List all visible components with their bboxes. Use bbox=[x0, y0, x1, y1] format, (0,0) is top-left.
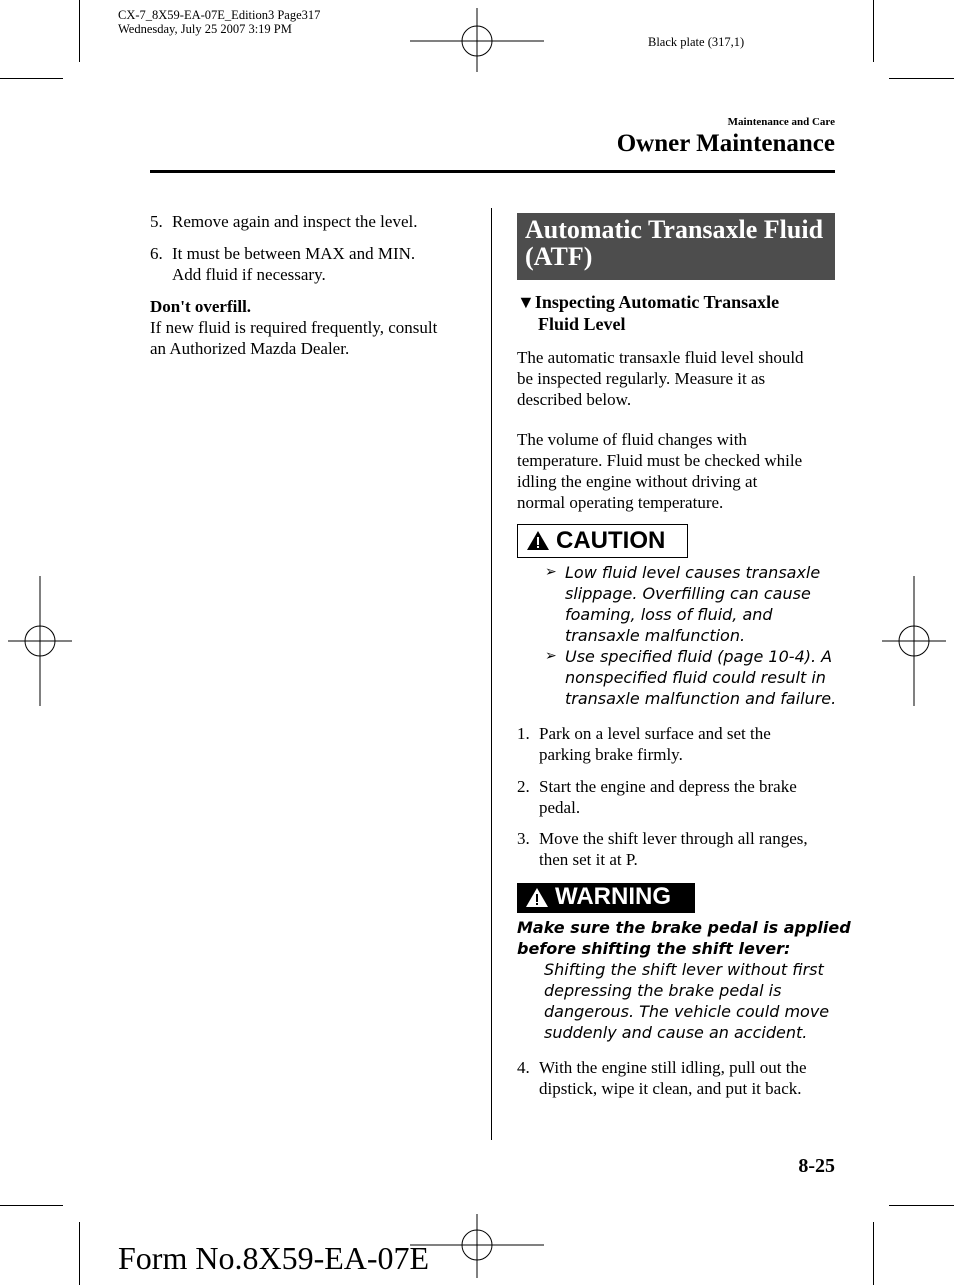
bullet-arrow-icon: ➢ bbox=[545, 564, 557, 580]
paragraph: The volume of fluid changes with temperature. Fluid must be checked while idling the engine without driving at normal operating temperature. bbox=[517, 430, 803, 512]
note-text: If new fluid is required frequently, consult an Authorized Mazda Dealer. bbox=[150, 318, 438, 358]
column-divider bbox=[491, 208, 492, 1140]
caution-label: CAUTION bbox=[556, 527, 666, 554]
list-item: ➢ Low fluid level causes transaxle slippage. Overfilling can cause foaming, loss of fluid, and transaxle malfunction. bbox=[545, 563, 821, 645]
caution-badge bbox=[517, 524, 688, 558]
subheading: ▼Inspecting Automatic Transaxle Fluid Level bbox=[517, 292, 780, 334]
section-heading-box: Automatic Transaxle Fluid (ATF) bbox=[517, 213, 835, 280]
form-number: Form No.8X59-EA-07E bbox=[118, 1240, 430, 1276]
warning-text: Shifting the shift lever without first depressing the brake pedal is dangerous. The vehicle could move suddenly and cause an accident. bbox=[544, 960, 830, 1042]
print-file-line: CX-7_8X59-EA-07E_Edition3 Page317 bbox=[118, 8, 321, 22]
list-item: ➢ Use specified fluid (page 10-4). A nonspecified fluid could result in transaxle malfunction and failure. bbox=[545, 647, 837, 708]
header-rule bbox=[150, 170, 835, 173]
registration-mark-top bbox=[410, 8, 544, 72]
triangle-down-icon: ▼ bbox=[517, 292, 535, 312]
print-file-info bbox=[118, 8, 320, 36]
bullet-arrow-icon: ➢ bbox=[545, 648, 557, 664]
print-date-line: Wednesday, July 25 2007 3:19 PM bbox=[118, 22, 292, 36]
registration-mark-right bbox=[882, 576, 946, 706]
warning-label: WARNING bbox=[555, 883, 671, 910]
caution-list bbox=[545, 562, 836, 709]
warning-triangle-icon bbox=[525, 887, 549, 908]
registration-mark-left bbox=[8, 576, 72, 706]
page-title: Owner Maintenance bbox=[616, 130, 835, 157]
paragraph: The automatic transaxle fluid level should be inspected regularly. Measure it as described below. bbox=[517, 348, 804, 409]
section-label: Maintenance and Care bbox=[727, 116, 835, 128]
registration-mark-bottom bbox=[410, 1214, 544, 1278]
page-number: 8-25 bbox=[798, 1155, 835, 1177]
warning-badge bbox=[517, 883, 695, 913]
plate-info: Black plate (317,1) bbox=[648, 35, 745, 49]
warning-heading: Make sure the brake pedal is applied before shifting the shift lever: bbox=[517, 918, 851, 958]
note-title: Don't overfill. bbox=[150, 297, 252, 316]
warning-triangle-icon bbox=[526, 530, 550, 551]
